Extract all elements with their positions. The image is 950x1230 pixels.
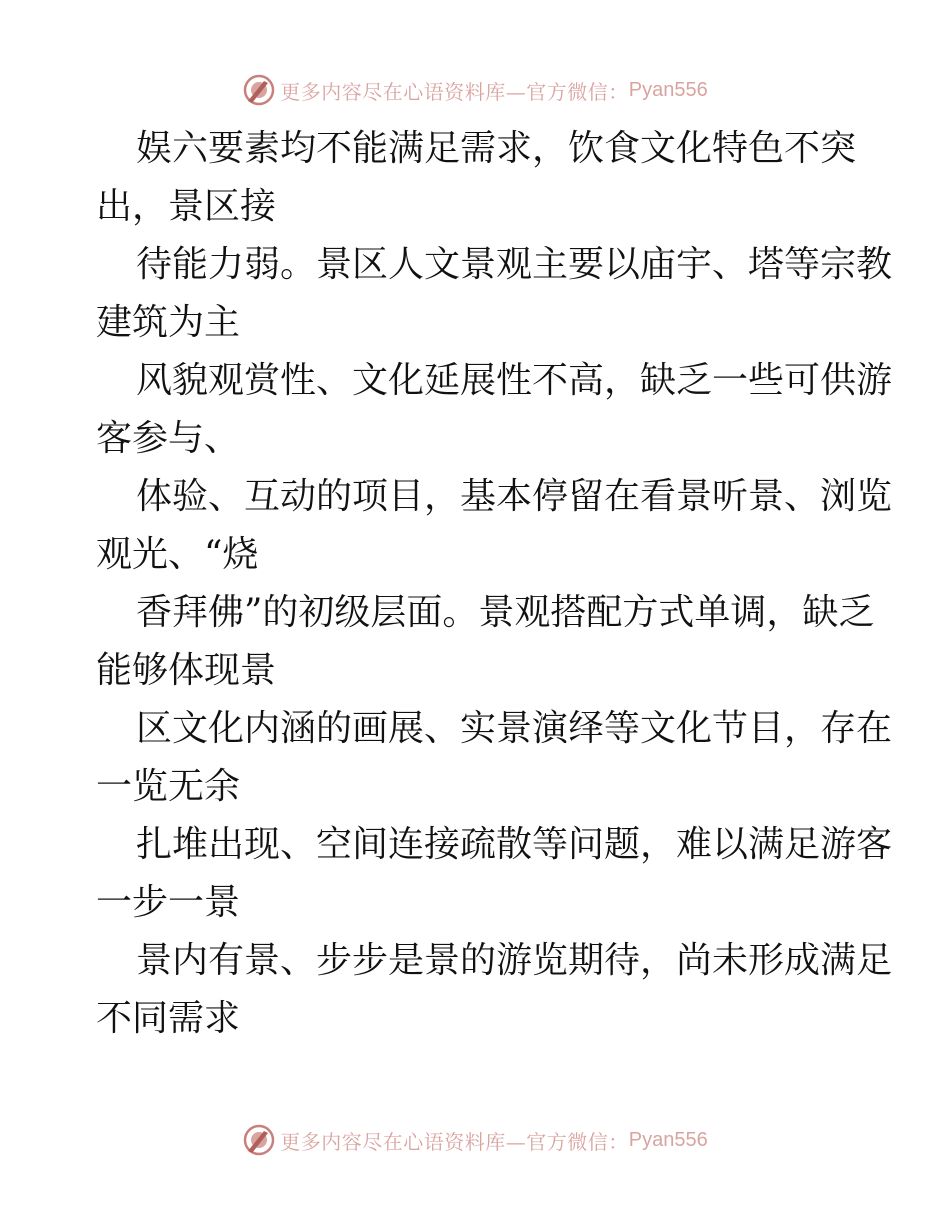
paragraph — [96, 932, 893, 1048]
footer-wechat-id: Pyan556 — [628, 1128, 708, 1151]
paragraph-line: 不同需求 — [96, 998, 241, 1039]
paragraph-line: 香拜佛”的初级层面。景观搭配方式单调，缺乏 — [136, 592, 875, 633]
paragraph-line: 景内有景、步步是景的游览期待，尚未形成满足 — [136, 940, 893, 981]
paragraph — [96, 236, 893, 352]
paragraph-line: 能够体现景 — [96, 650, 277, 691]
paragraph-line: 风貌观赏性、文化延展性不高，缺乏一些可供游 — [136, 360, 893, 401]
paragraph-line: 出，景区接 — [96, 186, 277, 227]
footer-watermark-text: 更多内容尽在心语资料库—官方微信： — [280, 1129, 629, 1154]
paragraph-line: 区文化内涵的画展、实景演绎等文化节目，存在 — [136, 708, 893, 749]
paragraph-line: 观光、“烧 — [96, 534, 259, 575]
header-wechat-id: Pyan556 — [628, 78, 708, 101]
paragraph-line: 体验、互动的项目，基本停留在看景听景、浏览 — [136, 476, 893, 517]
paragraph-line: 待能力弱。景区人文景观主要以庙宇、塔等宗教 — [136, 244, 893, 285]
paragraph — [96, 120, 856, 236]
footer-watermark — [0, 1120, 950, 1160]
paragraph-line: 客参与、 — [96, 418, 241, 459]
header-watermark-text: 更多内容尽在心语资料库—官方微信： — [280, 79, 629, 104]
paragraph-line: 一览无余 — [96, 766, 241, 807]
paragraph-line: 娱六要素均不能满足需求，饮食文化特色不突 — [136, 128, 857, 169]
paragraph-line: 建筑为主 — [96, 302, 241, 343]
paragraph — [96, 352, 893, 468]
document-body — [96, 120, 893, 1048]
header-watermark — [0, 70, 950, 110]
pen-logo-icon — [242, 1123, 276, 1157]
paragraph — [96, 816, 893, 932]
paragraph — [96, 468, 893, 584]
paragraph — [96, 700, 893, 816]
paragraph — [96, 584, 875, 700]
pen-logo-icon — [242, 73, 276, 107]
paragraph-line: 一步一景 — [96, 882, 241, 923]
paragraph-line: 扎堆出现、空间连接疏散等问题，难以满足游客 — [136, 824, 893, 865]
